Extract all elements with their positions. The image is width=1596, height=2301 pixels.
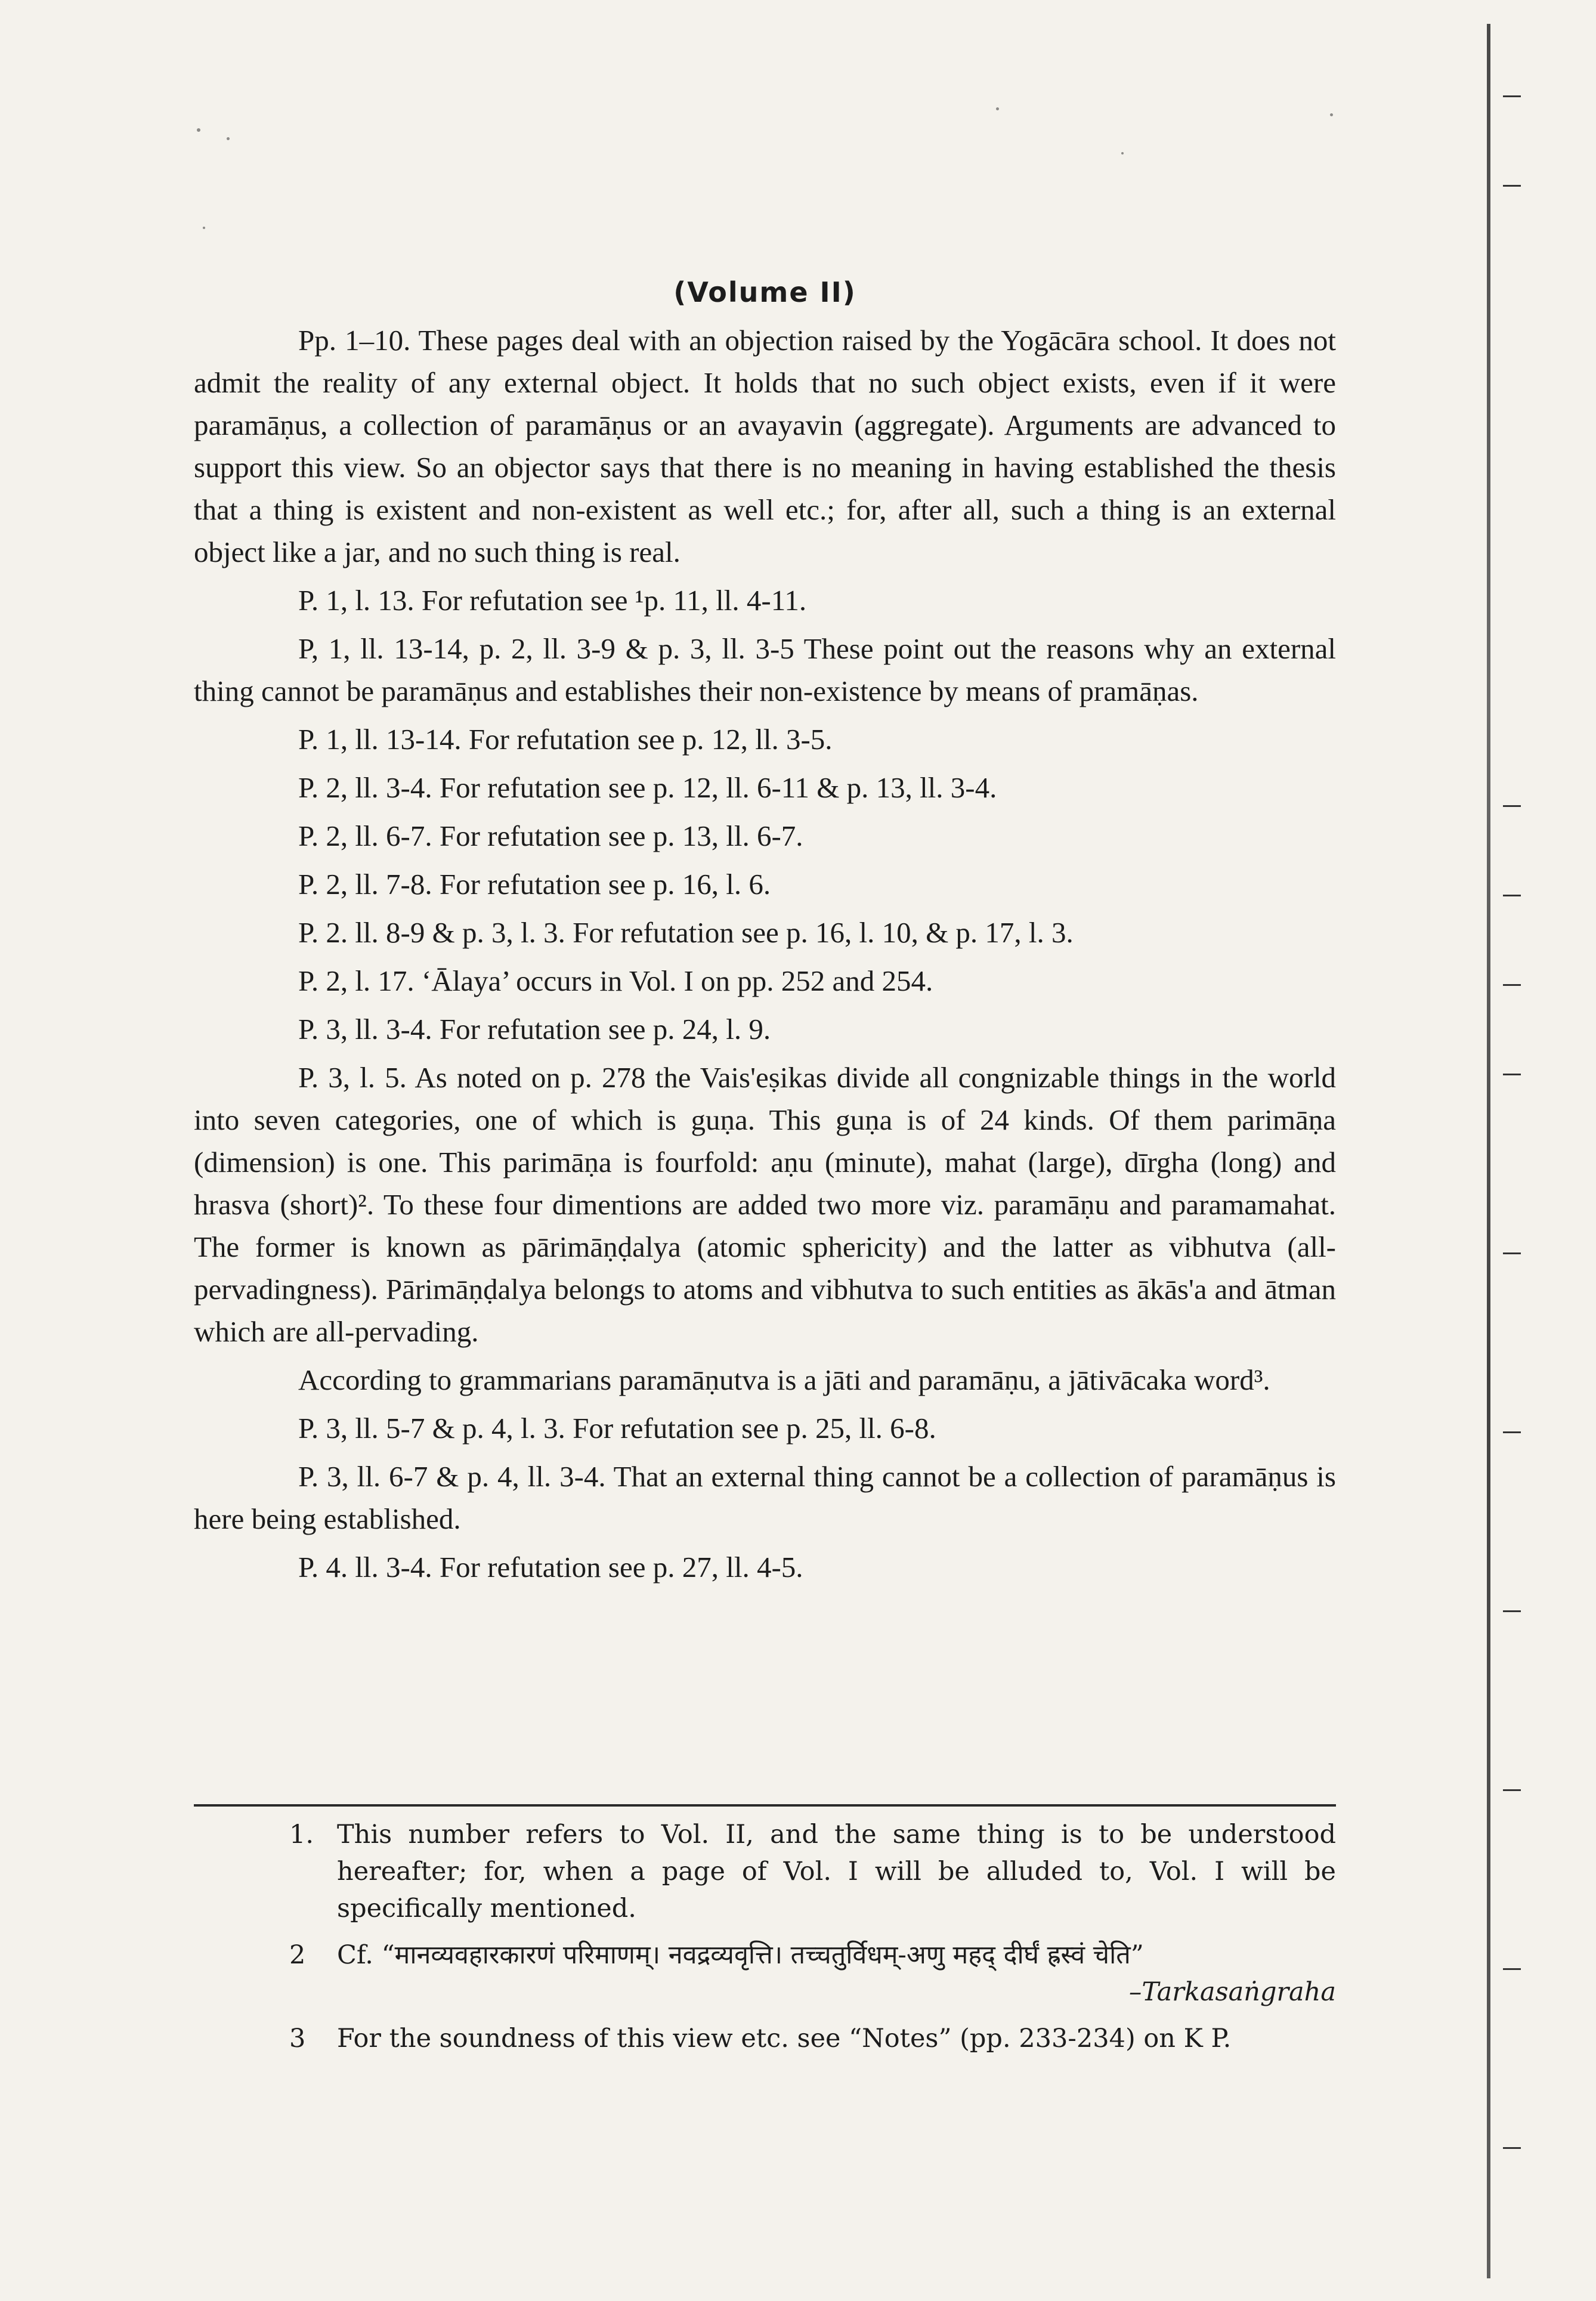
- entry-p2-l17: P. 2, l. 17. ‘Ālaya’ occurs in Vol. I on pp. 252 and 254.: [298, 964, 933, 997]
- scan-speckle: [996, 107, 999, 110]
- footnote-text: For the soundness of this view etc. see “Notes” (pp. 233-234) on K P.: [337, 2024, 1232, 2053]
- footnote-number: 2: [289, 1940, 306, 1970]
- scan-speckle: [1330, 113, 1333, 116]
- paragraph-yogacara-objection: Pp. 1–10. These pages deal with an objection raised by the Yogācāra school. It does not admit the reality of any external object. It holds that no such object exists, even if it were paramāṇus, a collection of paramāṇus or an avayavin (aggregate). Arguments are advanced to support this view. So an objector says that there is no meaning in having established the thesis that a thing is existent and non-existent as well etc.; for, after all, such a thing is an external object like a jar, and no such thing is real.: [194, 324, 1336, 568]
- entry-p2-ll3-4: P. 2, ll. 3-4. For refutation see p. 12, ll. 6-11 & p. 13, ll. 3-4.: [298, 771, 997, 804]
- edge-mark: [1503, 1610, 1521, 1612]
- scan-speckle: [197, 128, 200, 132]
- footnote-rule: [194, 1804, 1336, 1807]
- paragraph-collection: P. 3, ll. 6-7 & p. 4, ll. 3-4. That an external thing cannot be a collection of paramāṇus is here being established.: [194, 1460, 1336, 1535]
- page-binding-edge: [1487, 24, 1490, 2278]
- entry-p1-ll13-14: P. 1, ll. 13-14. For refutation see p. 12, ll. 3-5.: [298, 723, 833, 756]
- edge-mark: [1503, 1074, 1521, 1075]
- edge-mark: [1503, 1431, 1521, 1433]
- edge-mark: [1503, 95, 1521, 97]
- edge-mark: [1503, 984, 1521, 986]
- document-body: [194, 271, 1336, 1594]
- edge-mark: [1503, 895, 1521, 896]
- footnote-text: This number refers to Vol. II, and the same thing is to be understood hereafter; for, when a page of Vol. I will be alluded to, Vol. I will be specifically mentioned.: [337, 1820, 1336, 1923]
- scan-speckle: [227, 137, 230, 140]
- scan-speckle: [203, 227, 205, 229]
- edge-mark: [1503, 2147, 1521, 2149]
- footnote-number: 3: [289, 2024, 306, 2053]
- edge-mark: [1503, 805, 1521, 807]
- paragraph-vaisesika-categories: P. 3, l. 5. As noted on p. 278 the Vais'eṣikas divide all congnizable things in the world into seven categories, one of which is guṇa. This guṇa is of 24 kinds. Of them parimāṇa (dimension) is one. This parimāṇa is fourfold: aṇu (minute), mahat (large), dīrgha (long) and hrasva (short)². To these four dimentions are added two more viz. paramāṇu and paramamahat. The former is known as pārimāṇḍalya (atomic sphericity) and the latter as vibhutva (all-pervadingness). Pārimāṇḍalya belongs to atoms and vibhutva to such entities as ākās'a and ātman which are all-pervading.: [194, 1061, 1336, 1348]
- footnotes: [283, 1816, 1336, 2067]
- footnote-3: [283, 2020, 1336, 2057]
- volume-heading: (Volume II): [673, 276, 856, 308]
- footnote-1: [283, 1816, 1336, 1927]
- edge-mark: [1503, 1789, 1521, 1791]
- entry-p3-ll3-4: P. 3, ll. 3-4. For refutation see p. 24, l. 9.: [298, 1013, 771, 1046]
- entry-p2-ll7-8: P. 2, ll. 7-8. For refutation see p. 16, l. 6.: [298, 868, 771, 901]
- paragraph-reasons: P, 1, ll. 13-14, p. 2, ll. 3-9 & p. 3, ll. 3-5 These point out the reasons why an external thing cannot be paramāṇus and establishes their non-existence by means of pramāṇas.: [194, 632, 1336, 707]
- footnote-number: 1.: [289, 1820, 314, 1850]
- footnote-text: Cf. “मानव्यवहारकारणं परिमाणम्। नवद्रव्यवृत्ति। तच्चतुर्विधम्-अणु महद् दीर्घं ह्रस्वं चेति”: [337, 1940, 1144, 1970]
- footnote-2: [283, 1937, 1336, 2011]
- scan-speckle: [1121, 152, 1124, 154]
- paragraph-grammarians: According to grammarians paramāṇutva is a jāti and paramāṇu, a jātivācaka word³.: [298, 1363, 1270, 1396]
- entry-p2-ll8-9: P. 2. ll. 8-9 & p. 3, l. 3. For refutation see p. 16, l. 10, & p. 17, l. 3.: [298, 916, 1074, 949]
- entry-p3-ll5-7: P. 3, ll. 5-7 & p. 4, l. 3. For refutation see p. 25, ll. 6-8.: [298, 1412, 936, 1445]
- footnote-source: –Tarkasaṅgraha: [1128, 1977, 1336, 2007]
- entry-p1-l13: P. 1, l. 13. For refutation see ¹p. 11, ll. 4-11.: [298, 584, 807, 617]
- edge-mark: [1503, 185, 1521, 187]
- edge-mark: [1503, 1968, 1521, 1970]
- entry-p4-ll3-4: P. 4. ll. 3-4. For refutation see p. 27, ll. 4-5.: [298, 1551, 803, 1584]
- entry-p2-ll6-7: P. 2, ll. 6-7. For refutation see p. 13, ll. 6-7.: [298, 819, 803, 852]
- edge-mark: [1503, 1252, 1521, 1254]
